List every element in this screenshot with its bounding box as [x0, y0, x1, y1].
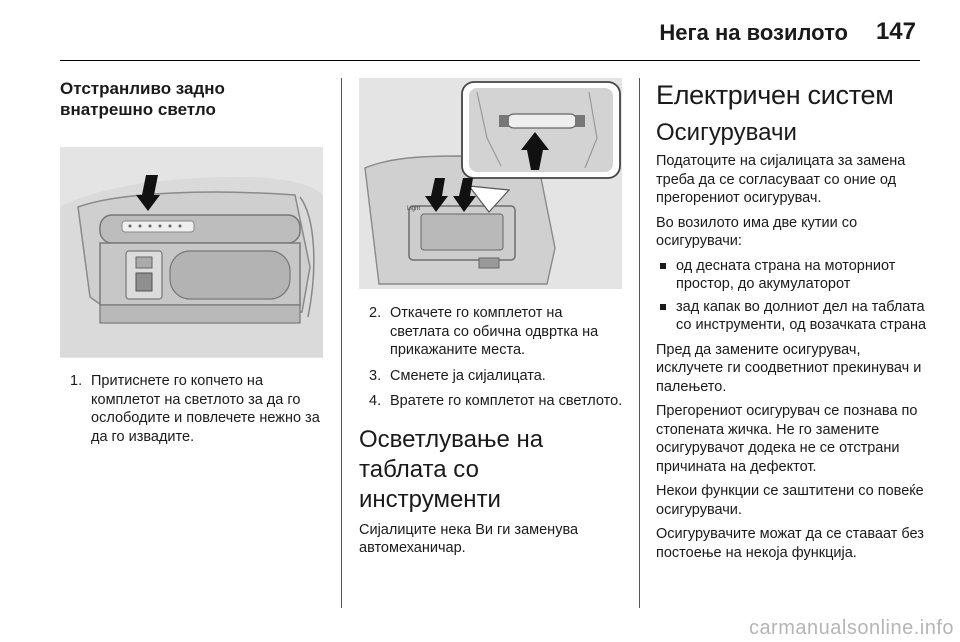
step-text: Вратете го комплетот на светлото. [390, 393, 623, 409]
bullet-square-icon [660, 263, 666, 269]
list-item [656, 298, 928, 335]
step-item-1 [60, 372, 325, 446]
figure-small-label: Light [407, 206, 421, 212]
steps-list-left [60, 372, 325, 446]
step-text: Притиснете го копчето на комплетот на светлото за да го ослободите и повлечете нежно за да го извадите. [91, 373, 320, 445]
figure-rear-interior-light [60, 147, 323, 358]
list-item-text: од десната страна на моторниот простор, до акумулаторот [676, 257, 896, 292]
steps-list-middle [359, 304, 624, 411]
step-number: 4. [369, 393, 382, 409]
section-heading-fuses: Осигурувачи [656, 119, 797, 146]
step-number: 3. [369, 367, 382, 384]
step-text: Откачете го комплетот на светлата со обична одвртка на прикажаните места. [390, 305, 599, 358]
step-number: 2. [369, 305, 382, 321]
fuses-paragraph-1: Податоците на сијалицата за замена треба да се согласуваат со оние од прегорениот осигурувач. [656, 153, 906, 206]
running-header-title: Нега на возилото [659, 20, 848, 45]
step-number: 1. [70, 373, 83, 389]
chapter-title: Електричен систем [656, 80, 894, 110]
fuses-paragraph-5: Некои функции се заштитени со повеќе осигурувачи. [656, 483, 924, 518]
step-text: Сменете ја сијалицата. [390, 367, 546, 384]
column-divider-1 [341, 78, 342, 608]
fuses-paragraph-6: Осигурувачите можат да се ставаат без постоење на некоја функција. [656, 526, 924, 561]
header-divider [60, 60, 920, 61]
step-item-2 [359, 304, 624, 360]
column-divider-2 [639, 78, 640, 608]
middle-column [359, 78, 624, 564]
list-item-text: зад капак во долниот дел на таблата со инструменти, од возачката страна [676, 298, 927, 333]
right-column [656, 78, 928, 568]
fuse-box-list [656, 257, 928, 335]
bullet-square-icon [660, 304, 666, 310]
section-heading-instrument-panel: Осветлување на таблата со инструменти [359, 425, 544, 513]
fuses-paragraph-3: Пред да замените осигурувач, исклучете ги соодветниот прекинувач и палењето. [656, 341, 922, 395]
left-column [60, 78, 325, 453]
fuses-paragraph-4: Прегорениот осигурувач се познава по стопената жичка. Не го замените осигурувачот додека не се отстрани причината на дефектот. [656, 403, 918, 475]
page-number: 147 [875, 18, 916, 45]
step-item-3 [359, 367, 624, 386]
list-item [656, 257, 928, 294]
step-item-4 [359, 392, 624, 411]
figure-instrument-panel-light [359, 78, 622, 289]
section-heading-removable-light: Отстранливо задно внатрешно светло [60, 79, 225, 119]
fuses-paragraph-2: Во возилото има две кутии со осигурувачи: [656, 214, 858, 249]
watermark: carmanualsonline.info [748, 617, 954, 639]
instrument-panel-paragraph: Сијалиците нека Ви ги заменува автомеханичар. [359, 521, 579, 556]
